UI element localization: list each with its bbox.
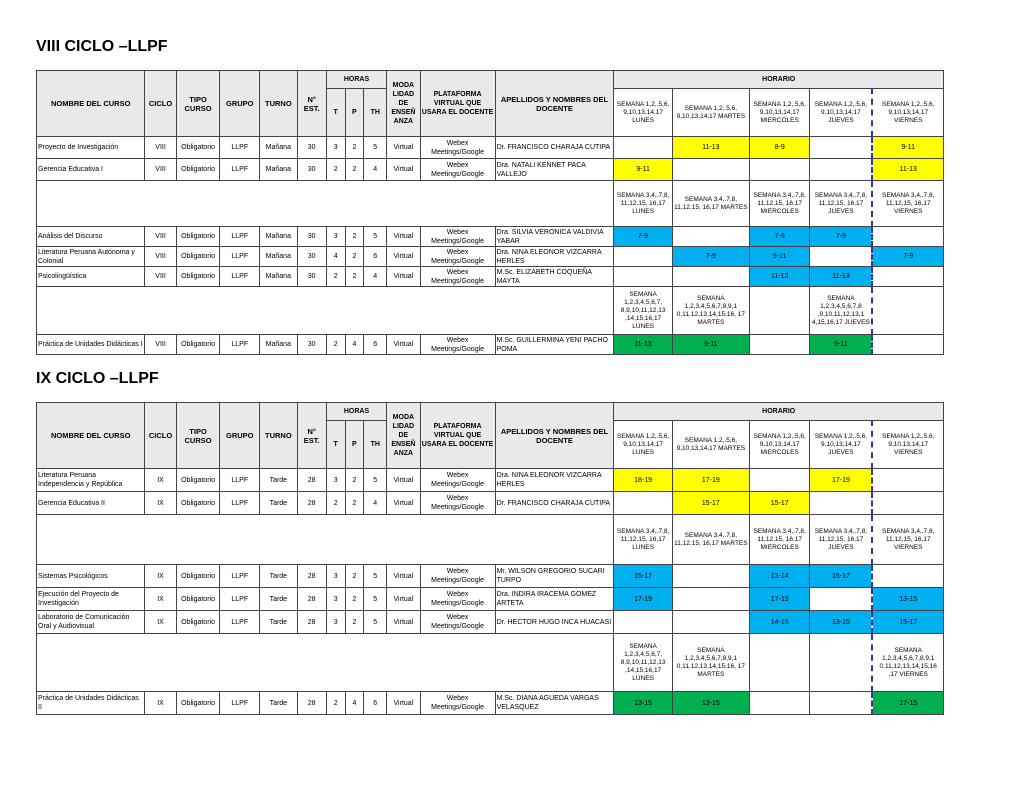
course-plataforma: Webex Meetings/Google	[420, 492, 495, 515]
week-header: SEMANA 3,4,.7,8, 11,12,15, 16,17 MARTES	[672, 181, 749, 227]
week-header: SEMANA 1,2,3,4,5,6,7,8,9,1 0,11,12,13,14,15,16 ,17 VIERNES	[872, 634, 943, 692]
course-tipo: Obligatorio	[176, 469, 220, 492]
week-header: SEMANA 1,2,.5,6, 9,10,13,14,17 JUEVES	[810, 89, 873, 137]
course-p: 2	[345, 469, 364, 492]
course-docente: Mr. WILSON GREGORIO SUCARI TURPO	[495, 565, 614, 588]
course-t: 3	[326, 227, 345, 247]
section-title-viii: VIII CICLO –LLPF	[36, 38, 168, 55]
schedule-slot-jue: 9-11	[810, 335, 873, 355]
schedule-slot-lun: 11-13	[614, 335, 672, 355]
header-grupo: GRUPO	[220, 71, 260, 137]
header-nest: N° EST.	[297, 403, 326, 469]
schedule-slot-mie: 9-11	[749, 247, 809, 267]
course-plataforma: Webex Meetings/Google	[420, 565, 495, 588]
course-turno: Tarde	[260, 492, 298, 515]
course-name: Gerencia Educativa II	[37, 492, 145, 515]
week-header: SEMANA 3,4,.7,8, 11,12,15, 16,17 MIERCOLES	[749, 181, 809, 227]
course-t: 4	[326, 247, 345, 267]
course-p: 2	[345, 137, 364, 159]
schedule-slot-mar: 17-19	[672, 469, 749, 492]
schedule-slot-jue: 13-15	[810, 611, 873, 634]
course-modalidad: Virtual	[387, 492, 420, 515]
week-header: SEMANA 1,2,.5,6, 9,10,13,14,17 MARTES	[672, 421, 749, 469]
course-turno: Mañana	[260, 159, 298, 181]
course-ciclo: IX	[145, 469, 176, 492]
course-name: Psicolingüística	[37, 267, 145, 287]
course-tipo: Obligatorio	[176, 588, 220, 611]
schedule-slot-lun	[614, 267, 672, 287]
course-t: 2	[326, 267, 345, 287]
schedule-slot-mar	[672, 588, 749, 611]
course-nest: 28	[297, 469, 326, 492]
course-plataforma: Webex Meetings/Google	[420, 335, 495, 355]
course-t: 3	[326, 469, 345, 492]
course-plataforma: Webex Meetings/Google	[420, 137, 495, 159]
spacer-cell	[37, 181, 614, 227]
schedule-slot-mie	[749, 469, 809, 492]
header-tipo: TIPO CURSO	[176, 71, 220, 137]
schedule-slot-mar: 9-11	[672, 335, 749, 355]
week-header	[749, 287, 809, 335]
course-modalidad: Virtual	[387, 267, 420, 287]
course-ciclo: VIII	[145, 335, 176, 355]
course-th: 6	[364, 335, 387, 355]
course-name: Sistemas Psicológicos	[37, 565, 145, 588]
schedule-slot-jue	[810, 588, 873, 611]
schedule-slot-mie	[749, 159, 809, 181]
course-name: Proyecto de Investigación	[37, 137, 145, 159]
course-p: 2	[345, 267, 364, 287]
schedule-slot-lun: 18-19	[614, 469, 672, 492]
schedule-slot-vie	[872, 492, 943, 515]
header-th: TH	[364, 89, 387, 137]
schedule-slot-jue	[810, 137, 873, 159]
schedule-slot-mie: 14-15	[749, 611, 809, 634]
course-tipo: Obligatorio	[176, 611, 220, 634]
course-nest: 30	[297, 267, 326, 287]
schedule-slot-mar	[672, 267, 749, 287]
course-tipo: Obligatorio	[176, 335, 220, 355]
header-ciclo: CICLO	[145, 71, 176, 137]
course-turno: Tarde	[260, 565, 298, 588]
course-plataforma: Webex Meetings/Google	[420, 692, 495, 715]
course-modalidad: Virtual	[387, 588, 420, 611]
course-modalidad: Virtual	[387, 335, 420, 355]
schedule-slot-lun: 9-11	[614, 159, 672, 181]
course-ciclo: VIII	[145, 137, 176, 159]
course-plataforma: Webex Meetings/Google	[420, 469, 495, 492]
course-th: 6	[364, 692, 387, 715]
course-p: 2	[345, 588, 364, 611]
header-course: NOMBRE DEL CURSO	[37, 403, 145, 469]
course-nest: 28	[297, 692, 326, 715]
course-modalidad: Virtual	[387, 247, 420, 267]
course-name: Laboratorio de Comunicación Oral y Audiovisual	[37, 611, 145, 634]
course-p: 2	[345, 159, 364, 181]
course-modalidad: Virtual	[387, 137, 420, 159]
header-turno: TURNO	[260, 403, 298, 469]
course-nest: 30	[297, 159, 326, 181]
course-ciclo: VIII	[145, 227, 176, 247]
course-turno: Mañana	[260, 267, 298, 287]
course-name: Ejecución del Proyecto de Investigación	[37, 588, 145, 611]
course-grupo: LLPF	[220, 492, 260, 515]
course-docente: Dr. HECTOR HUGO INCA HUACASI	[495, 611, 614, 634]
schedule-slot-jue	[810, 692, 873, 715]
course-turno: Mañana	[260, 335, 298, 355]
course-docente: Dra. NINA ELEONOR VIZCARRA HERLES	[495, 247, 614, 267]
course-grupo: LLPF	[220, 247, 260, 267]
course-ciclo: VIII	[145, 159, 176, 181]
schedule-slot-mie: 7-9	[749, 227, 809, 247]
week-header	[810, 634, 873, 692]
schedule-slot-lun	[614, 247, 672, 267]
course-name: Literatura Peruana Independencia y República	[37, 469, 145, 492]
course-turno: Tarde	[260, 469, 298, 492]
schedule-slot-vie: 13-15	[872, 588, 943, 611]
header-t: T	[326, 421, 345, 469]
course-grupo: LLPF	[220, 565, 260, 588]
course-tipo: Obligatorio	[176, 267, 220, 287]
course-docente: M.Sc. DIANA AGUEDA VARGAS VELASQUEZ	[495, 692, 614, 715]
header-horas: HORAS	[326, 71, 386, 89]
spacer-cell	[37, 287, 614, 335]
schedule-slot-vie: 11-13	[872, 159, 943, 181]
schedule-slot-vie	[872, 469, 943, 492]
course-th: 4	[364, 267, 387, 287]
course-tipo: Obligatorio	[176, 492, 220, 515]
schedule-slot-jue: 15-17	[810, 565, 873, 588]
week-header: SEMANA 3,4,.7,8, 11,12,15, 16,17 VIERNES	[872, 515, 943, 565]
course-turno: Tarde	[260, 611, 298, 634]
week-header: SEMANA 1,2,3,4,5,6,7,8 ,9,10,11,12,13,1 4,15,16,17 JUEVES	[810, 287, 873, 335]
course-name: Análisis del Discurso	[37, 227, 145, 247]
schedule-table-viii	[36, 70, 944, 355]
course-docente: Dr. FRANCISCO CHARAJA CUTIPA	[495, 137, 614, 159]
header-plataforma: PLATAFORMA VIRTUAL QUE USARA EL DOCENTE	[420, 71, 495, 137]
schedule-slot-mie: 8-9	[749, 137, 809, 159]
schedule-slot-mar	[672, 611, 749, 634]
course-nest: 30	[297, 137, 326, 159]
course-modalidad: Virtual	[387, 611, 420, 634]
schedule-slot-mie	[749, 335, 809, 355]
week-header	[872, 287, 943, 335]
course-turno: Mañana	[260, 137, 298, 159]
header-plataforma: PLATAFORMA VIRTUAL QUE USARA EL DOCENTE	[420, 403, 495, 469]
course-th: 5	[364, 565, 387, 588]
course-plataforma: Webex Meetings/Google	[420, 227, 495, 247]
schedule-slot-mie	[749, 692, 809, 715]
schedule-slot-jue: 7-9	[810, 227, 873, 247]
course-turno: Mañana	[260, 227, 298, 247]
course-docente: Dra. INDIRA IRACEMA GOMEZ ARTETA	[495, 588, 614, 611]
schedule-slot-vie	[872, 227, 943, 247]
course-plataforma: Webex Meetings/Google	[420, 247, 495, 267]
course-t: 2	[326, 335, 345, 355]
course-t: 2	[326, 492, 345, 515]
header-turno: TURNO	[260, 71, 298, 137]
course-th: 5	[364, 611, 387, 634]
course-turno: Tarde	[260, 588, 298, 611]
course-nest: 30	[297, 335, 326, 355]
schedule-slot-jue	[810, 492, 873, 515]
course-nest: 28	[297, 588, 326, 611]
schedule-table-ix	[36, 402, 944, 715]
header-ciclo: CICLO	[145, 403, 176, 469]
header-modalidad: MODA LIDAD DE ENSEÑ ANZA	[387, 403, 420, 469]
course-p: 2	[345, 247, 364, 267]
course-name: Literatura Peruana Autónoma y Colonial	[37, 247, 145, 267]
course-plataforma: Webex Meetings/Google	[420, 159, 495, 181]
week-header: SEMANA 3,4,.7,8, 11,12,15, 16,17 LUNES	[614, 181, 672, 227]
header-grupo: GRUPO	[220, 403, 260, 469]
course-nest: 30	[297, 247, 326, 267]
course-p: 2	[345, 227, 364, 247]
header-horario: HORARIO	[614, 71, 944, 89]
header-tipo: TIPO CURSO	[176, 403, 220, 469]
week-header: SEMANA 1,2,3,4,5,6,7,8,9,1 0,11,12,13,14,15,16, 17 MARTES	[672, 634, 749, 692]
course-docente: M.Sc. ELIZABETH COQUEÑA MAYTA	[495, 267, 614, 287]
schedule-slot-lun	[614, 137, 672, 159]
schedule-slot-vie	[872, 267, 943, 287]
course-p: 4	[345, 692, 364, 715]
course-name: Práctica de Unidades Didácticas II	[37, 692, 145, 715]
course-t: 2	[326, 159, 345, 181]
course-nest: 30	[297, 227, 326, 247]
course-modalidad: Virtual	[387, 692, 420, 715]
schedule-slot-vie	[872, 335, 943, 355]
schedule-slot-vie: 15-17	[872, 611, 943, 634]
course-grupo: LLPF	[220, 469, 260, 492]
week-header: SEMANA 1,2,.5,6, 9,10,13,14,17 MIERCOLES	[749, 89, 809, 137]
course-t: 3	[326, 565, 345, 588]
week-header: SEMANA 1,2,.5,6, 9,10,13,14,17 VIERNES	[872, 421, 943, 469]
course-t: 3	[326, 137, 345, 159]
schedule-slot-mar	[672, 565, 749, 588]
course-grupo: LLPF	[220, 227, 260, 247]
schedule-slot-jue: 17-19	[810, 469, 873, 492]
course-turno: Tarde	[260, 692, 298, 715]
schedule-slot-lun: 17-19	[614, 588, 672, 611]
schedule-slot-vie	[872, 565, 943, 588]
course-nest: 28	[297, 611, 326, 634]
course-docente: M.Sc. GUILLERMINA YENI PACHO POMA	[495, 335, 614, 355]
week-header: SEMANA 3,4,.7,8, 11,12,15, 16,17 MIERCOLES	[749, 515, 809, 565]
course-grupo: LLPF	[220, 588, 260, 611]
schedule-slot-mar: 13-15	[672, 692, 749, 715]
course-p: 2	[345, 492, 364, 515]
schedule-slot-jue: 11-13	[810, 267, 873, 287]
course-tipo: Obligatorio	[176, 227, 220, 247]
course-grupo: LLPF	[220, 137, 260, 159]
course-modalidad: Virtual	[387, 469, 420, 492]
week-header: SEMANA 1,2,.5,6, 9,10,13,14,17 JUEVES	[810, 421, 873, 469]
course-ciclo: IX	[145, 692, 176, 715]
week-header: SEMANA 1,2,.5,6, 9,10,13,14,17 LUNES	[614, 89, 672, 137]
course-th: 5	[364, 588, 387, 611]
header-modalidad: MODA LIDAD DE ENSEÑ ANZA	[387, 71, 420, 137]
header-docente: APELLIDOS Y NOMBRES DEL DOCENTE	[495, 71, 614, 137]
schedule-slot-jue	[810, 159, 873, 181]
week-header: SEMANA 3,4,.7,8, 11,12,15, 16,17 JUEVES	[810, 515, 873, 565]
header-course: NOMBRE DEL CURSO	[37, 71, 145, 137]
course-modalidad: Virtual	[387, 159, 420, 181]
week-header: SEMANA 1,2,.5,6, 9,10,13,14,17 VIERNES	[872, 89, 943, 137]
course-grupo: LLPF	[220, 611, 260, 634]
course-th: 5	[364, 227, 387, 247]
course-grupo: LLPF	[220, 159, 260, 181]
header-p: P	[345, 89, 364, 137]
schedule-slot-lun: 15-17	[614, 565, 672, 588]
course-nest: 28	[297, 492, 326, 515]
header-th: TH	[364, 421, 387, 469]
course-th: 5	[364, 469, 387, 492]
course-name: Gerencia Educativa I	[37, 159, 145, 181]
course-th: 4	[364, 159, 387, 181]
schedule-slot-mar: 7-9	[672, 247, 749, 267]
header-docente: APELLIDOS Y NOMBRES DEL DOCENTE	[495, 403, 614, 469]
course-ciclo: IX	[145, 611, 176, 634]
schedule-slot-mie: 11-13	[749, 267, 809, 287]
course-p: 4	[345, 335, 364, 355]
course-ciclo: IX	[145, 588, 176, 611]
section-title-ix: IX CICLO –LLPF	[36, 370, 159, 387]
week-header: SEMANA 3,4,.7,8, 11,12,15, 16,17 LUNES	[614, 515, 672, 565]
course-docente: Dra. NINA ELEONOR VIZCARRA HERLES	[495, 469, 614, 492]
header-p: P	[345, 421, 364, 469]
course-docente: Dra. SILVIA VERONICA VALDIVIA YABAR	[495, 227, 614, 247]
course-p: 2	[345, 565, 364, 588]
header-nest: N° EST.	[297, 71, 326, 137]
schedule-slot-vie: 17-15	[872, 692, 943, 715]
header-t: T	[326, 89, 345, 137]
schedule-slot-lun	[614, 492, 672, 515]
course-turno: Mañana	[260, 247, 298, 267]
course-th: 4	[364, 492, 387, 515]
spacer-cell	[37, 634, 614, 692]
course-t: 3	[326, 611, 345, 634]
spacer-cell	[37, 515, 614, 565]
course-grupo: LLPF	[220, 335, 260, 355]
course-p: 2	[345, 611, 364, 634]
course-nest: 28	[297, 565, 326, 588]
week-header: SEMANA 1,2,3,4,5,6,7, 8,9,10,11,12,13 ,14,15,16,17 LUNES	[614, 634, 672, 692]
course-ciclo: IX	[145, 565, 176, 588]
course-tipo: Obligatorio	[176, 137, 220, 159]
course-tipo: Obligatorio	[176, 247, 220, 267]
schedule-slot-lun	[614, 611, 672, 634]
week-header: SEMANA 1,2,.5,6, 9,10,13,14,17 MIERCOLES	[749, 421, 809, 469]
course-modalidad: Virtual	[387, 227, 420, 247]
header-horas: HORAS	[326, 403, 386, 421]
week-header: SEMANA 3,4,.7,8, 11,12,15, 16,17 MARTES	[672, 515, 749, 565]
week-header	[749, 634, 809, 692]
schedule-slot-lun: 7-9	[614, 227, 672, 247]
course-th: 6	[364, 247, 387, 267]
week-header: SEMANA 1,2,.5,6, 9,10,13,14,17 MARTES	[672, 89, 749, 137]
course-ciclo: VIII	[145, 267, 176, 287]
course-tipo: Obligatorio	[176, 692, 220, 715]
schedule-slot-mar: 11-13	[672, 137, 749, 159]
course-name: Práctica de Unidades Didácticas I	[37, 335, 145, 355]
week-header: SEMANA 3,4,.7,8, 11,12,15, 16,17 VIERNES	[872, 181, 943, 227]
course-tipo: Obligatorio	[176, 565, 220, 588]
schedule-slot-lun: 13-15	[614, 692, 672, 715]
course-tipo: Obligatorio	[176, 159, 220, 181]
course-docente: Dr. FRANCISCO CHARAJA CUTIPA	[495, 492, 614, 515]
schedule-slot-mar	[672, 159, 749, 181]
schedule-slot-vie: 9-11	[872, 137, 943, 159]
course-ciclo: VIII	[145, 247, 176, 267]
schedule-slot-mar: 15-17	[672, 492, 749, 515]
schedule-slot-mie: 17-19	[749, 588, 809, 611]
course-grupo: LLPF	[220, 267, 260, 287]
course-t: 3	[326, 588, 345, 611]
course-plataforma: Webex Meetings/Google	[420, 588, 495, 611]
course-grupo: LLPF	[220, 692, 260, 715]
course-plataforma: Webex Meetings/Google	[420, 611, 495, 634]
week-header: SEMANA 3,4,.7,8, 11,12,15, 16,17 JUEVES	[810, 181, 873, 227]
course-plataforma: Webex Meetings/Google	[420, 267, 495, 287]
course-modalidad: Virtual	[387, 565, 420, 588]
course-t: 2	[326, 692, 345, 715]
course-docente: Dra. NATALI KENNET PACA VALLEJO	[495, 159, 614, 181]
course-th: 5	[364, 137, 387, 159]
schedule-slot-mie: 15-17	[749, 492, 809, 515]
week-header: SEMANA 1,2,.5,6, 9,10,13,14,17 LUNES	[614, 421, 672, 469]
schedule-slot-mar	[672, 227, 749, 247]
course-ciclo: IX	[145, 492, 176, 515]
schedule-slot-jue	[810, 247, 873, 267]
schedule-slot-vie: 7-9	[872, 247, 943, 267]
week-header: SEMANA 1,2,3,4,5,6,7, 8,9,10,11,12,13 ,14,15,16,17 LUNES	[614, 287, 672, 335]
week-header: SEMANA 1,2,3,4,5,6,7,8,9,1 0,11,12,13,14,15,16, 17 MARTES	[672, 287, 749, 335]
schedule-slot-mie: 13-14	[749, 565, 809, 588]
header-horario: HORARIO	[614, 403, 944, 421]
